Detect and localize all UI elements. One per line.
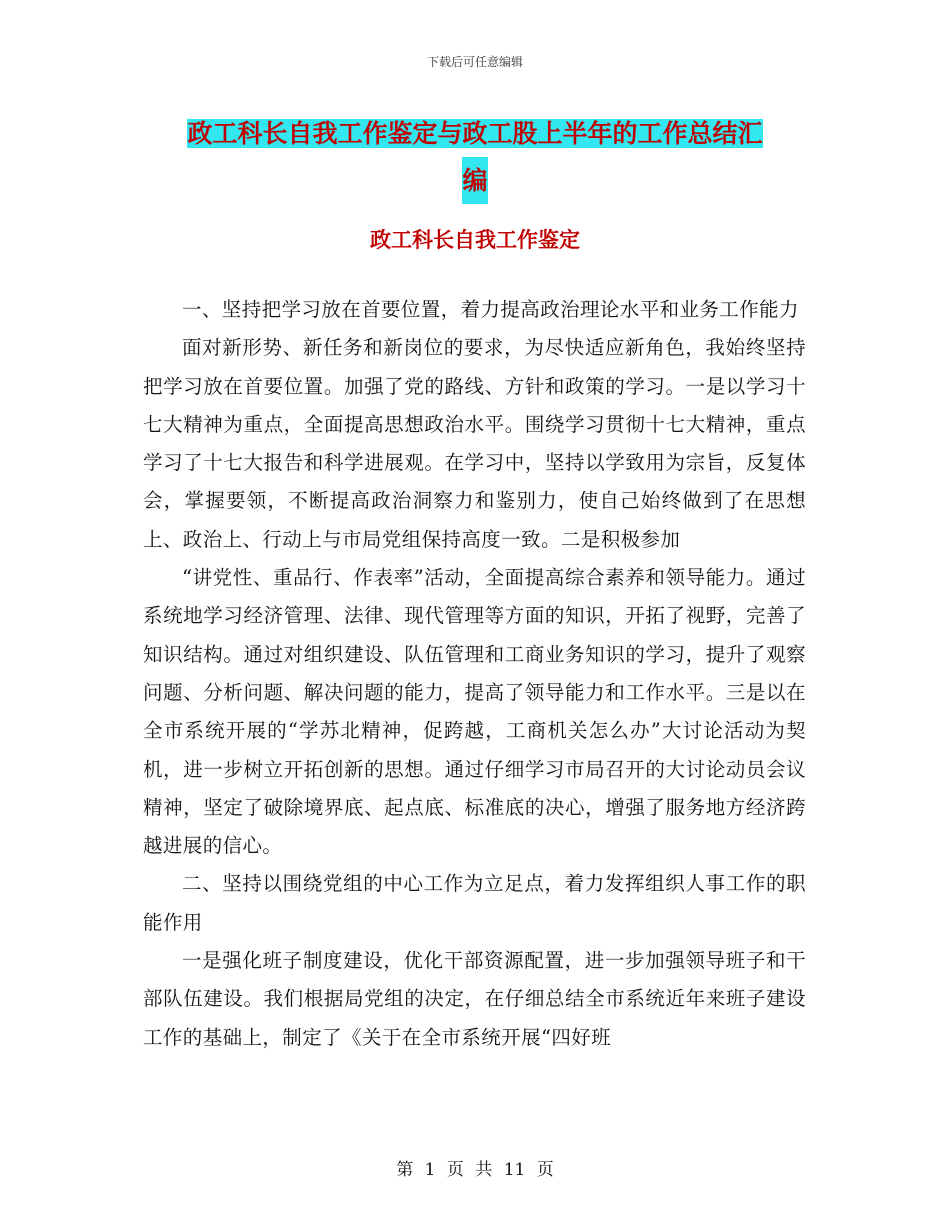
paragraph: 一、坚持把学习放在首要位置，着力提高政治理论水平和业务工作能力 — [182, 298, 799, 321]
page-footer: 第 1 页 共 11 页 — [396, 1160, 554, 1180]
section-title: 政工科长自我工作鉴定 — [370, 227, 580, 252]
document-body — [143, 291, 806, 1057]
header-note: 下载后可任意编辑 — [426, 55, 523, 69]
paragraph: 一是强化班子制度建设，优化干部资源配置，进一步加强领导班子和干部队伍建设。我们根据局党组的决定，在仔细总结全市系统近年来班子建设工作的基础上，制定了《关于在全市系统开展“四好班 — [143, 949, 806, 1049]
paragraph: 二、坚持以围绕党组的中心工作为立足点，着力发挥组织人事工作的职能作用 — [143, 872, 806, 934]
document-title — [0, 110, 950, 204]
paragraph: 面对新形势、新任务和新岗位的要求，为尽快适应新角色，我始终坚持把学习放在首要位置。加强了党的路线、方针和政策的学习。一是以学习十七大精神为重点，全面提高思想政治水平。围绕学习贯彻十七大精神，重点学习了十七大报告和科学进展观。在学习中，坚持以学致用为宗旨，反复体会，掌握要领，不断提高政治洞察力和鉴别力，使自己始终做到了在思想上、政治上、行动上与市局党组保持高度一致。二是积极参加 — [143, 336, 806, 551]
document-title-line2: 编 — [462, 157, 487, 204]
document-title-line1: 政工科长自我工作鉴定与政工股上半年的工作总结汇 — [187, 119, 763, 148]
paragraph: “讲党性、重品行、作表率”活动，全面提高综合素养和领导能力。通过系统地学习经济管理、法律、现代管理等方面的知识，开拓了视野，完善了知识结构。通过对组织建设、队伍管理和工商业务知识的学习，提升了观察问题、分析问题、解决问题的能力，提高了领导能力和工作水平。三是以在全市系统开展的“学苏北精神，促跨越，工商机关怎么办”大讨论活动为契机，进一步树立开拓创新的思想。通过仔细学习市局召开的大讨论动员会议精神，坚定了破除境界底、起点底、标准底的决心，增强了服务地方经济跨越进展的信心。 — [143, 566, 806, 858]
